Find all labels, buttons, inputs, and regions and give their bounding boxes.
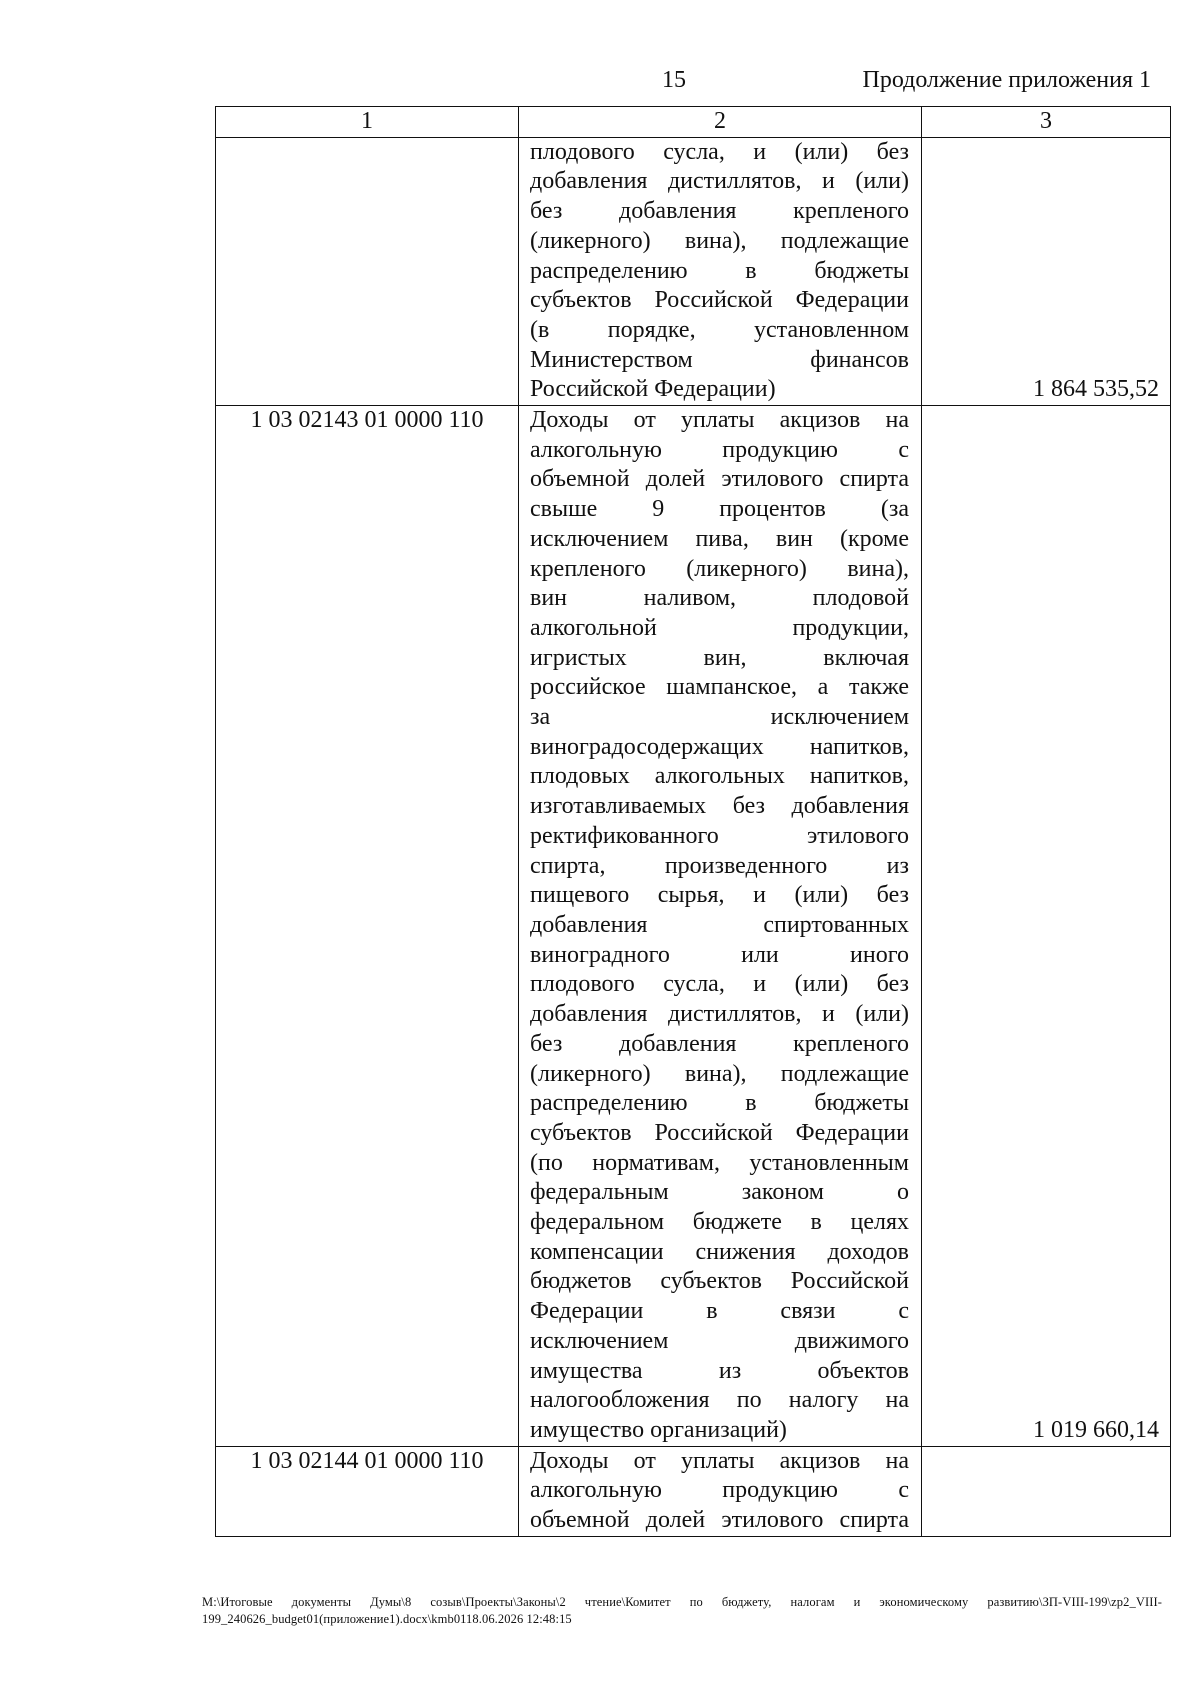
description-line: Доходы от уплаты акцизов на <box>530 407 909 434</box>
description-line: Федерации в связи с <box>530 1298 909 1325</box>
description-line: объемной долей этилового спирта <box>530 1507 909 1534</box>
description-line: налогообложения по налогу на <box>530 1387 909 1414</box>
description-line: без добавления крепленого <box>530 1030 909 1057</box>
description-line: компенсации снижения доходов <box>530 1238 909 1265</box>
row-amount-cell <box>922 137 1171 405</box>
description-line: распределению в бюджеты <box>530 257 909 284</box>
continuation-label: Продолжение приложения 1 <box>862 67 1151 93</box>
description-line: добавления дистиллятов, и (или) <box>530 1001 909 1028</box>
row-amount: 1 019 660,14 <box>1033 1416 1159 1443</box>
table-row <box>216 406 1171 1447</box>
table-row <box>216 1446 1171 1536</box>
description-line: (ликерного) вина), подлежащие <box>530 1060 909 1087</box>
row-code: 1 03 02143 01 0000 110 <box>216 406 519 1447</box>
description-line: Министерством финансов <box>530 346 909 373</box>
description-line: виноградосодержащих напитков, <box>530 733 909 760</box>
description-line: (в порядке, установленном <box>530 316 909 343</box>
description-line: алкогольной продукции, <box>530 614 909 641</box>
row-amount-cell <box>922 406 1171 1447</box>
description-line: бюджетов субъектов Российской <box>530 1268 909 1295</box>
description-line: объемной долей этилового спирта <box>530 466 909 493</box>
description-line: свыше 9 процентов (за <box>530 496 909 523</box>
description-line: исключением движимого <box>530 1327 909 1354</box>
description-line: российское шампанское, а также <box>530 674 909 701</box>
description-line: субъектов Российской Федерации <box>530 287 909 314</box>
description-line: (по нормативам, установленным <box>530 1149 909 1176</box>
description-line: алкогольную продукцию с <box>530 436 909 463</box>
description-line: добавления дистиллятов, и (или) <box>530 168 909 195</box>
file-path-footer: M:\Итоговые документы Думы\8 созыв\Проекты\Законы\2 чтение\Комитет по бюджету, налогам и экономическому развитию\ЗП-VIII-199\zp2_VIII-199_240626_budget01(приложение1).docx\kmb0118.06.2026 12:48:15 <box>202 1595 1162 1626</box>
description-line: Доходы от уплаты акцизов на <box>530 1447 909 1474</box>
row-description <box>519 137 922 405</box>
row-description <box>519 406 922 1447</box>
description-line: спирта, произведенного из <box>530 852 909 879</box>
description-line: игристых вин, включая <box>530 644 909 671</box>
row-code: 1 03 02144 01 0000 110 <box>216 1446 519 1536</box>
description-line: ректификованного этилового <box>530 822 909 849</box>
description-line: исключением пива, вин (кроме <box>530 525 909 552</box>
description-line: крепленого (ликерного) вина), <box>530 555 909 582</box>
column-header-2: 2 <box>519 107 922 138</box>
column-header-3: 3 <box>922 107 1171 138</box>
description-line: федеральным законом о <box>530 1179 909 1206</box>
description-line: вин наливом, плодовой <box>530 585 909 612</box>
description-line: алкогольную продукцию с <box>530 1477 909 1504</box>
description-line: Российской Федерации) <box>530 376 776 403</box>
description-line: пищевого сырья, и (или) без <box>530 882 909 909</box>
description-line: плодового сусла, и (или) без <box>530 971 909 998</box>
description-line: распределению в бюджеты <box>530 1090 909 1117</box>
column-header-1: 1 <box>216 107 519 138</box>
page-number: 15 <box>662 67 686 93</box>
description-line: плодовых алкогольных напитков, <box>530 763 909 790</box>
description-line: плодового сусла, и (или) без <box>530 138 909 165</box>
description-line: за исключением <box>530 704 909 731</box>
description-line: субъектов Российской Федерации <box>530 1119 909 1146</box>
budget-table <box>215 106 1171 1537</box>
description-line: имущества из объектов <box>530 1357 909 1384</box>
description-line: добавления спиртованных <box>530 911 909 938</box>
row-amount-cell <box>922 1446 1171 1536</box>
description-line: федеральном бюджете в целях <box>530 1209 909 1236</box>
row-code <box>216 137 519 405</box>
description-line: изготавливаемых без добавления <box>530 793 909 820</box>
description-line: виноградного или иного <box>530 941 909 968</box>
description-line: имущество организаций) <box>530 1416 787 1443</box>
table-header-row <box>216 107 1171 138</box>
description-line: (ликерного) вина), подлежащие <box>530 227 909 254</box>
description-line: без добавления крепленого <box>530 198 909 225</box>
row-description <box>519 1446 922 1536</box>
table-row <box>216 137 1171 405</box>
row-amount: 1 864 535,52 <box>1033 376 1159 403</box>
